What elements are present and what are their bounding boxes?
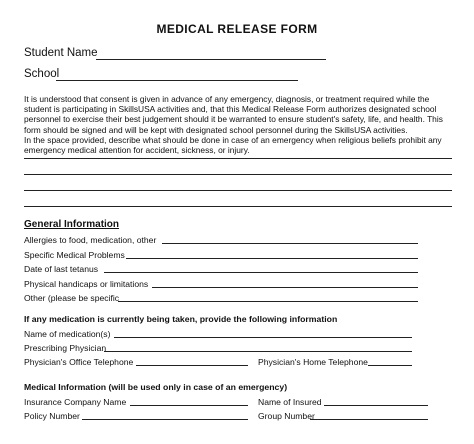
group-number-label: Group Number [258, 411, 315, 421]
home-phone-label: Physician's Home Telephone [258, 357, 368, 367]
name-of-insured-label: Name of Insured [258, 397, 322, 407]
handicaps-field[interactable] [152, 287, 418, 288]
allergies-label: Allergies to food, medication, other [24, 235, 157, 245]
medical-problems-field[interactable] [126, 258, 418, 259]
medication-heading: If any medication is currently being taken, provide the following information [24, 314, 338, 324]
emergency-answer-line-1[interactable] [24, 158, 452, 159]
prescribing-physician-field[interactable] [104, 351, 412, 352]
general-information-heading: General Information [24, 219, 120, 230]
emergency-answer-line-2[interactable] [24, 174, 452, 175]
medical-problems-label: Specific Medical Problems [24, 250, 125, 260]
handicaps-label: Physical handicaps or limitations [24, 279, 149, 289]
medication-name-field[interactable] [114, 337, 412, 338]
school-label: School [24, 68, 60, 80]
name-of-insured-field[interactable] [324, 405, 428, 406]
student-name-label: Student Name [24, 47, 98, 59]
prescribing-physician-label: Prescribing Physician [24, 343, 107, 353]
allergies-field[interactable] [162, 243, 418, 244]
other-label: Other (please be specific [24, 293, 120, 303]
school-field[interactable] [56, 80, 298, 81]
insurance-company-label: Insurance Company Name [24, 397, 127, 407]
tetanus-field[interactable] [104, 272, 418, 273]
medication-name-label: Name of medication(s) [24, 329, 111, 339]
office-phone-label: Physician's Office Telephone [24, 357, 134, 367]
consent-paragraph: It is understood that consent is given in advance of any emergency, diagnosis, or treatment required while the student is participating in SkillsUSA activities and, that this Medical Release Form authorizes designated school personnel to exercise their best judgement should it be warranted to ensure student's safety, life, and health. This form should be signed and will be kept with designated school personnel during the SkillsUSA activities. [24, 94, 443, 135]
insurance-company-field[interactable] [130, 405, 248, 406]
emergency-answer-line-3[interactable] [24, 190, 452, 191]
policy-number-field[interactable] [82, 419, 248, 420]
consent-text [24, 94, 452, 155]
office-phone-field[interactable] [136, 365, 248, 366]
student-name-field[interactable] [96, 59, 326, 60]
tetanus-label: Date of last tetanus [24, 264, 99, 274]
group-number-field[interactable] [310, 419, 428, 420]
medical-information-heading: Medical Information (will be used only in case of an emergency) [24, 382, 288, 392]
policy-number-label: Policy Number [24, 411, 80, 421]
home-phone-field[interactable] [368, 365, 412, 366]
emergency-instructions-paragraph: In the space provided, describe what should be done in case of an emergency when religious beliefs prohibit any emergency medical attention for accident, sickness, or injury. [24, 134, 442, 156]
form-title: MEDICAL RELEASE FORM [156, 22, 318, 36]
other-field[interactable] [118, 301, 418, 302]
emergency-answer-line-4[interactable] [24, 206, 452, 207]
